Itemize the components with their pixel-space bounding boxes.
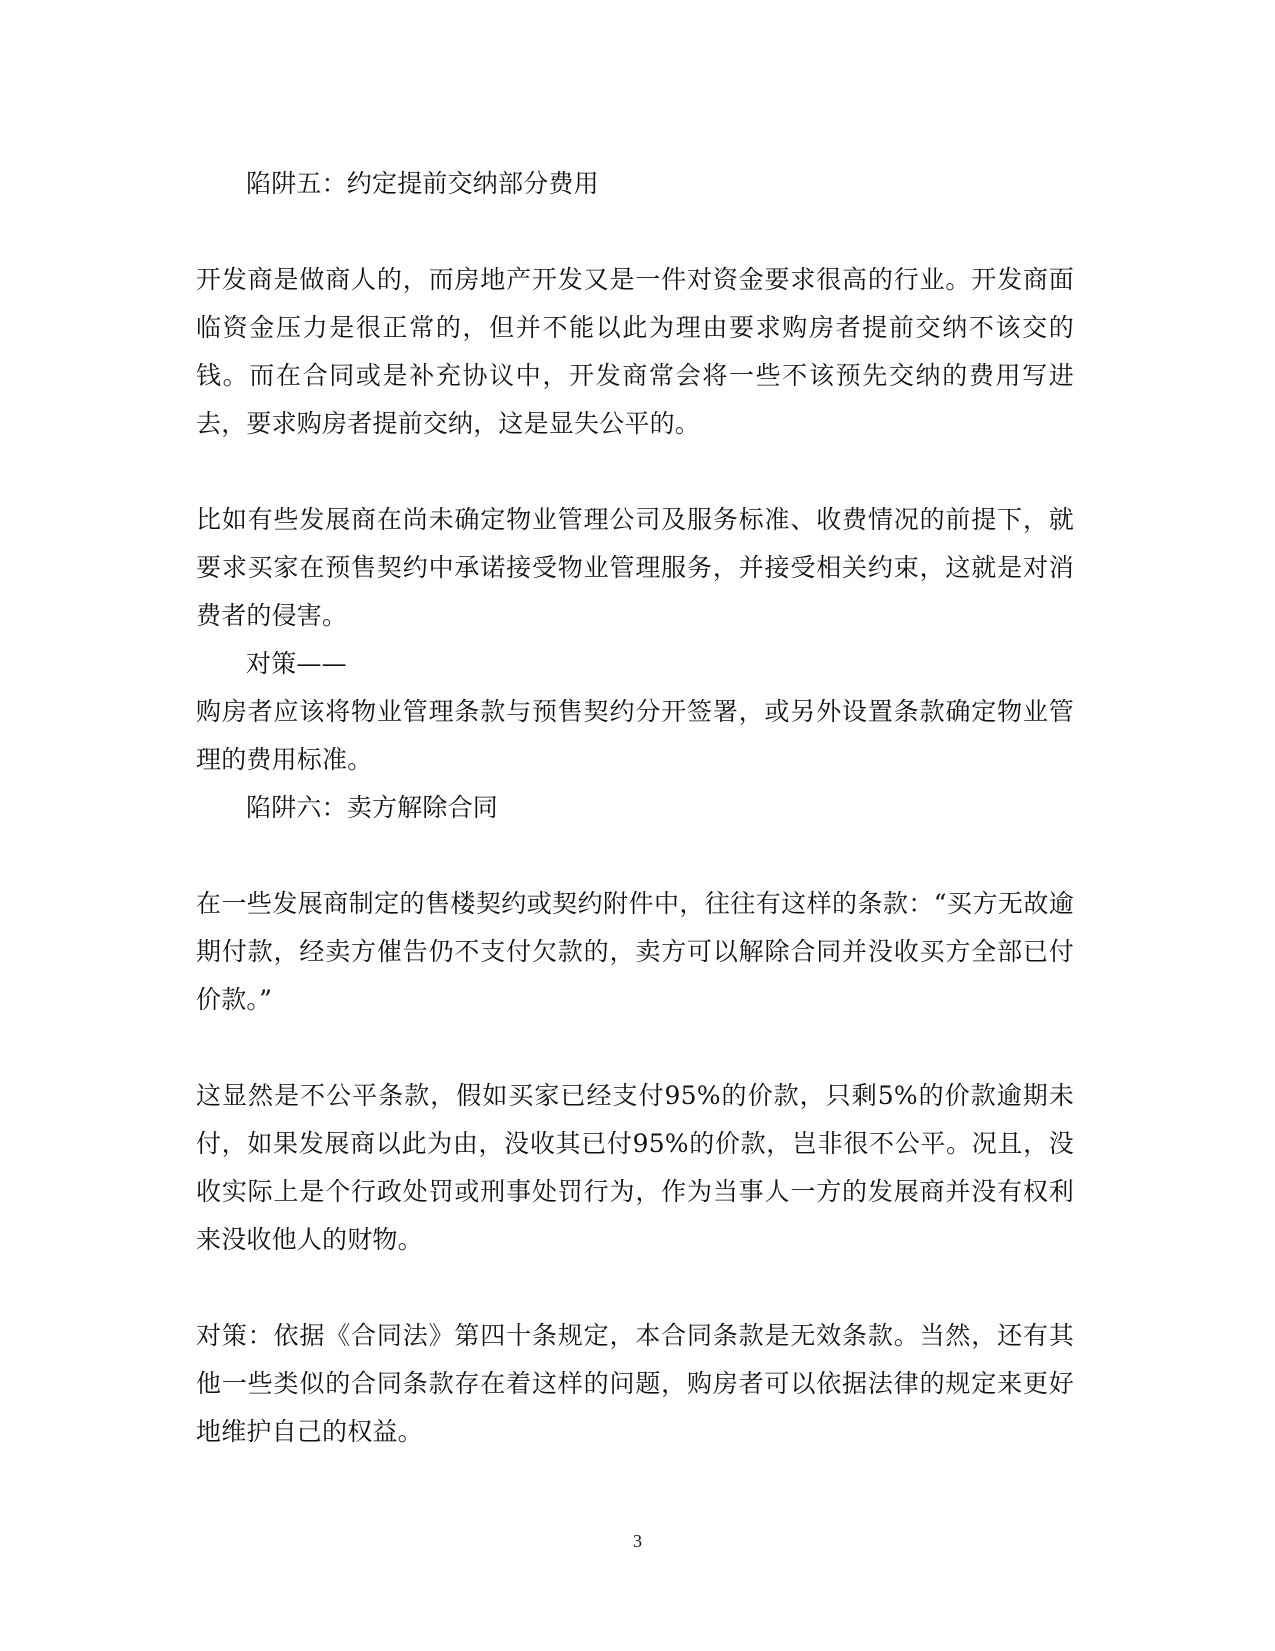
countermeasure-label: 对策——	[246, 649, 347, 678]
paragraph-legal-basis: 对策：依据《合同法》第四十条规定，本合同条款是无效条款。当然，还有其他一些类似的合同条款存在着这样的问题，购房者可以依据法律的规定来更好地维护自己的权益。	[196, 1321, 1074, 1446]
paragraph-termination-clause: 在一些发展商制定的售楼契约或契约附件中，往往有这样的条款：“买方无故逾期付款，经卖方催告仍不支付欠款的，卖方可以解除合同并没收买方全部已付价款。”	[196, 889, 1074, 1014]
paragraph-developer-pressure: 开发商是做商人的，而房地产开发又是一件对资金要求很高的行业。开发商面临资金压力是很正常的，但并不能以此为理由要求购房者提前交纳不该交的钱。而在合同或是补充协议中，开发商常会将一些不该预先交纳的费用写进去，要求购房者提前交纳，这是显失公平的。	[196, 265, 1074, 438]
paragraph-unfair-clause: 这显然是不公平条款，假如买家已经支付95%的价款，只剩5%的价款逾期未付，如果发展商以此为由，没收其已付95%的价款，岂非很不公平。况且，没收实际上是个行政处罚或刑事处罚行为，作为当事人一方的发展商并没有权利来没收他人的财物。	[196, 1081, 1074, 1254]
page-number: 3	[633, 1531, 642, 1551]
heading-trap-six: 陷阱六：卖方解除合同	[246, 793, 499, 822]
paragraph-property-management-example: 比如有些发展商在尚未确定物业管理公司及服务标准、收费情况的前提下，就要求买家在预售契约中承诺接受物业管理服务，并接受相关约束，这就是对消费者的侵害。	[196, 505, 1074, 630]
paragraph-countermeasure: 购房者应该将物业管理条款与预售契约分开签署，或另外设置条款确定物业管理的费用标准。	[196, 697, 1074, 774]
heading-trap-five: 陷阱五：约定提前交纳部分费用	[246, 169, 599, 198]
document-body	[196, 160, 1074, 1456]
